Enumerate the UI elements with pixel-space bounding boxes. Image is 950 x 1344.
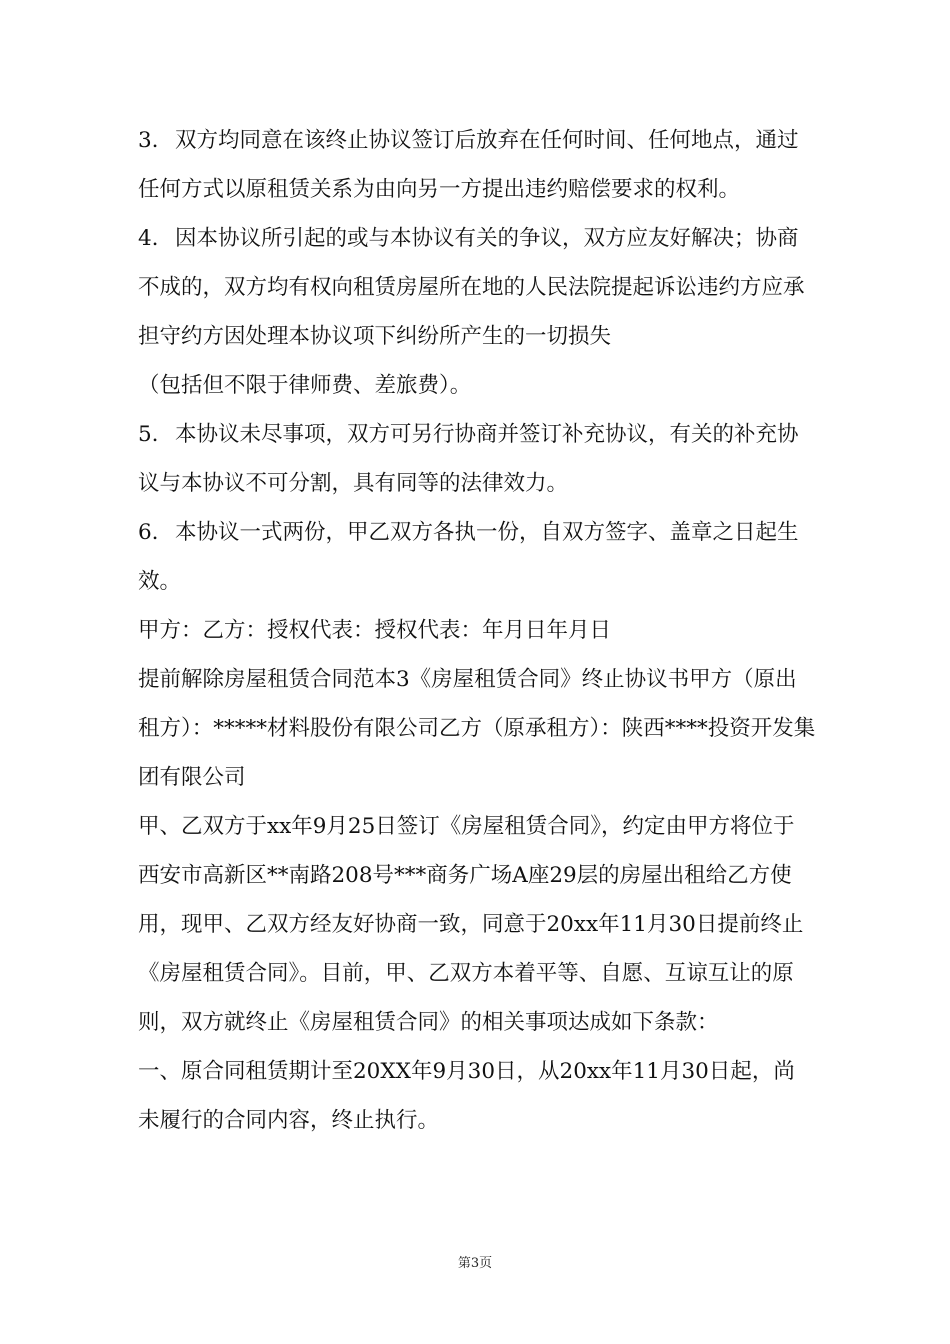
section-title-text: 提前解除房屋租赁合同范本3《房屋租赁合同》终止协议书甲方（原出租方）：*****材料股份有限公司乙方（原承租方）：陕西****投资开发集团有限公司	[138, 667, 816, 790]
clause-text: 一、原合同租赁期计至20XX年9月30日，从20xx年11月30日起，尚未履行的合同内容，终止执行。	[138, 1059, 795, 1133]
clause-number: 3.	[138, 128, 159, 153]
document-body	[138, 116, 816, 1145]
intro-paragraph	[138, 802, 816, 1047]
clause-6	[138, 508, 816, 606]
clause-text: 本协议一式两份，甲乙双方各执一份，自双方签字、盖章之日起生效。	[138, 520, 799, 594]
clause-text: （包括但不限于律师费、差旅费）。	[138, 373, 472, 398]
clause-number: 4.	[138, 226, 159, 251]
signature-text: 甲方：乙方：授权代表：授权代表：年月日年月日	[138, 618, 612, 643]
clause-one	[138, 1047, 816, 1145]
clause-3	[138, 116, 816, 214]
clause-text: 因本协议所引起的或与本协议有关的争议，双方应友好解决；协商不成的，双方均有权向租赁房屋所在地的人民法院提起诉讼违约方应承担守约方因处理本协议项下纠纷所产生的一切损失	[138, 226, 805, 349]
clause-number: 6.	[138, 520, 159, 545]
clause-5	[138, 410, 816, 508]
clause-text: 双方均同意在该终止协议签订后放弃在任何时间、任何地点，通过任何方式以原租赁关系为由向另一方提出违约赔偿要求的权利。	[138, 128, 799, 202]
section-title	[138, 655, 816, 802]
clause-text: 本协议未尽事项，双方可另行协商并签订补充协议，有关的补充协议与本协议不可分割，具有同等的法律效力。	[138, 422, 799, 496]
clause-4-continuation	[138, 361, 816, 410]
page-footer	[0, 1255, 950, 1273]
signature-line	[138, 606, 816, 655]
clause-number: 5.	[138, 422, 159, 447]
intro-text: 甲、乙双方于xx年9月25日签订《房屋租赁合同》，约定由甲方将位于西安市高新区**南路208号***商务广场A座29层的房屋出租给乙方使用，现甲、乙双方经友好协商一致，同意于20xx年11月30日提前终止《房屋租赁合同》。目前，甲、乙双方本着平等、自愿、互谅互让的原则，双方就终止《房屋租赁合同》的相关事项达成如下条款：	[138, 814, 804, 1035]
page-number: 第3页	[457, 1256, 493, 1271]
clause-4	[138, 214, 816, 361]
